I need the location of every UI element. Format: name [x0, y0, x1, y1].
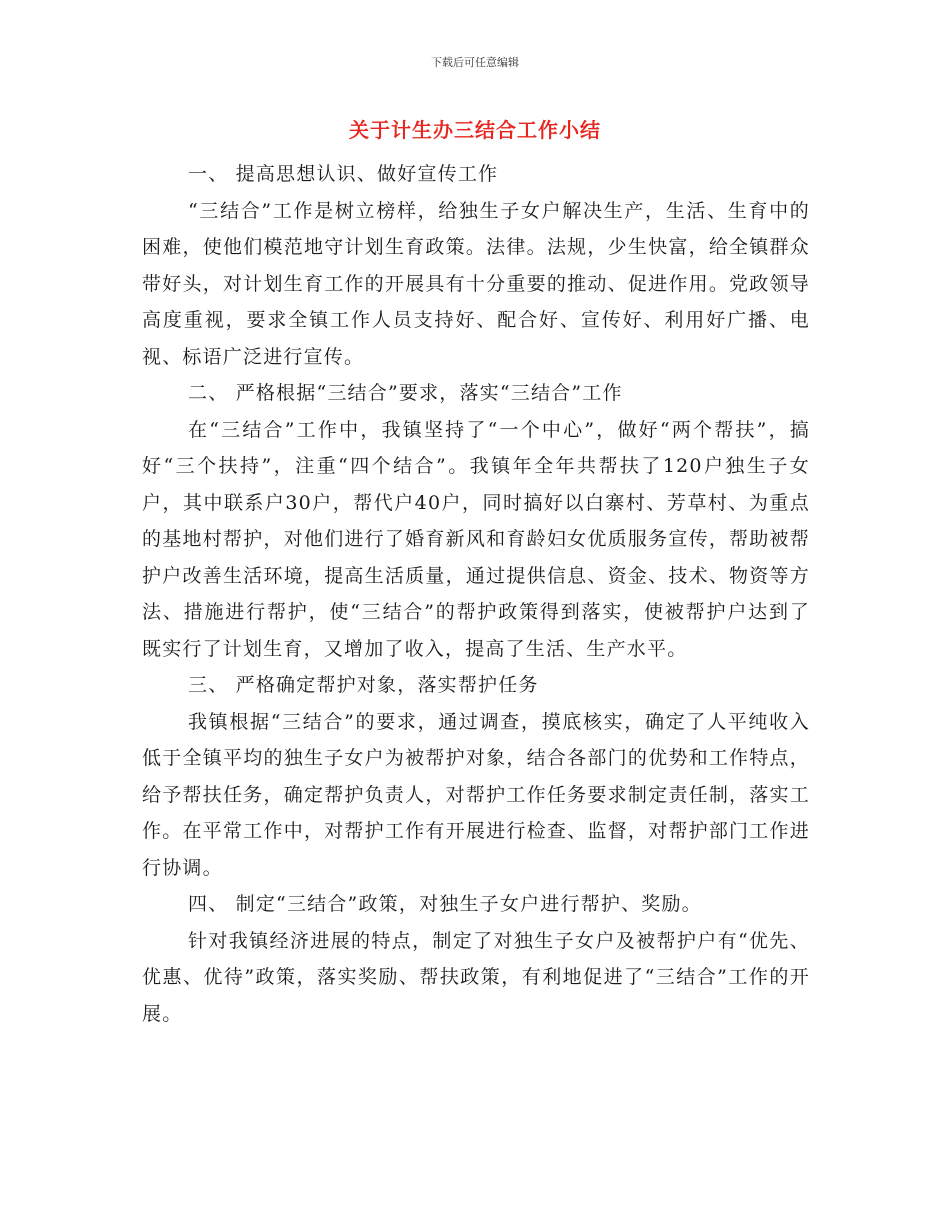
- document-body: [142, 156, 810, 1032]
- section-paragraph-2: 在“三结合”工作中，我镇坚持了“一个中心”，做好“两个帮扶”，搞好“三个扶持”，注重“四个结合”。我镇年全年共帮扶了120户独生子女户，其中联系户30户，帮代户40户，同时搞好以白寨村、芳草村、为重点的基地村帮护，对他们进行了婚育新风和育龄妇女优质服务宣传，帮助被帮护户改善生活环境，提高生活质量，通过提供信息、资金、技术、物资等方法、措施进行帮护，使“三结合”的帮护政策得到落实，使被帮护户达到了既实行了计划生育，又增加了收入，提高了生活、生产水平。: [142, 418, 810, 660]
- section-heading-3: 三、 严格确定帮护对象，落实帮护任务: [188, 674, 539, 696]
- section-heading-2: 二、 严格根据“三结合”要求，落实“三结合”工作: [188, 382, 623, 404]
- section-heading-1: 一、 提高思想认识、做好宣传工作: [188, 163, 499, 185]
- section-paragraph-1: “三结合”工作是树立榜样，给独生子女户解决生产，生活、生育中的困难，使他们模范地守计划生育政策。法律。法规，少生快富，给全镇群众带好头，对计划生育工作的开展具有十分重要的推动、促进作用。党政领导高度重视，要求全镇工作人员支持好、配合好、宣传好、利用好广播、电视、标语广泛进行宣传。: [142, 199, 810, 368]
- document-title: 关于计生办三结合工作小结: [349, 118, 601, 142]
- section-paragraph-3: 我镇根据“三结合”的要求，通过调查，摸底核实，确定了人平纯收入低于全镇平均的独生子女户为被帮护对象，结合各部门的优势和工作特点，给予帮扶任务，确定帮护负责人，对帮护工作任务要求制定责任制，落实工作。在平常工作中，对帮护工作有开展进行检查、监督，对帮护部门工作进行协调。: [142, 710, 810, 879]
- header-note: 下载后可任意编辑: [431, 56, 519, 69]
- section-paragraph-4: 针对我镇经济进展的特点，制定了对独生子女户及被帮护户有“优先、优惠、优待”政策，落实奖励、帮扶政策，有利地促进了“三结合”工作的开展。: [142, 929, 810, 1025]
- section-heading-4: 四、 制定“三结合”政策，对独生子女户进行帮护、奖励。: [188, 893, 702, 915]
